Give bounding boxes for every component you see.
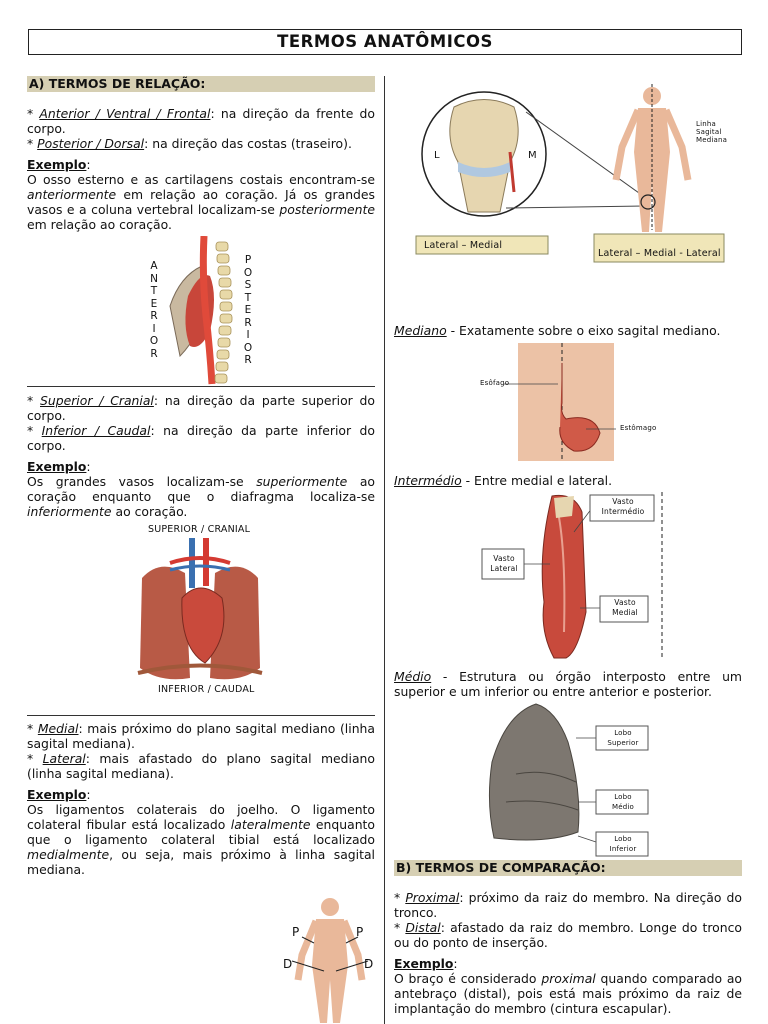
label-l: L bbox=[434, 150, 440, 161]
spine-heart-figure bbox=[140, 236, 260, 386]
spine-heart-illustration bbox=[140, 236, 260, 386]
example-label: Exemplo bbox=[27, 787, 87, 802]
term-anterior: Anterior / Ventral / Frontal bbox=[39, 106, 211, 121]
term-lateral: Lateral bbox=[42, 751, 86, 766]
fig-superior-label: SUPERIOR / CRANIAL bbox=[148, 524, 251, 535]
block-medial-lateral: * Medial: mais próximo do plano sagital mediano (linha sagital mediana). * Lateral: mais afastado do plano sagital mediano (linha sagital mediana). Exemplo: Os ligamentos colaterais do joelho. O ligamento colateral fibular está localizado lateralmente enquanto que o ligamento colateral tibial está localizado medialmente, ou seja, mais próximo à linha sagital mediana. bbox=[27, 721, 375, 877]
thorax-illustration bbox=[130, 538, 270, 688]
label-p-left: P bbox=[292, 925, 300, 939]
block-proximal-distal: * Proximal: próximo da raiz do membro. Na direção do tronco. * Distal: afastado da raiz do membro. Longe do tronco ou do ponto de inserção. Exemplo: O braço é considerado proximal quando comparado ao antebraço (distal), pois está mais próximo da raiz de implantação do membro (cintura escapular). bbox=[394, 890, 743, 1016]
term-inferior: Inferior / Caudal bbox=[41, 423, 151, 438]
example-label: Exemplo bbox=[27, 157, 87, 172]
label-vasto-medial: Vasto Medial bbox=[612, 598, 638, 617]
posterior-letters: P O S T E R I O R bbox=[243, 254, 253, 366]
separator-rule bbox=[27, 386, 375, 387]
torso-illustration bbox=[474, 343, 656, 461]
label-estomago: Estômago bbox=[620, 424, 657, 432]
block-anterior-posterior: * Anterior / Ventral / Frontal: na direção da frente do corpo. * Posterior / Dorsal: na direção das costas (traseiro). Exemplo: O osso esterno e as cartilagens costais encontram-se anteriormente em relação ao coração. Já os grandes vasos e a coluna vertebral localizam-se posteriormente em relação ao coração. bbox=[27, 106, 375, 232]
separator-rule bbox=[27, 715, 375, 716]
column-divider bbox=[384, 76, 385, 1024]
lung-figure bbox=[486, 702, 658, 858]
box-lateral-medial-lateral: Lateral – Medial - Lateral bbox=[598, 248, 721, 259]
torso-stomach-figure bbox=[474, 343, 656, 461]
medio-definition: Médio - Estrutura ou órgão interposto entre um superior e um inferior ou entre anterior e posterior. bbox=[394, 669, 742, 699]
term-medio: Médio bbox=[394, 669, 432, 684]
box-lateral-medial: Lateral – Medial bbox=[424, 240, 503, 251]
section-b-heading: B) TERMOS DE COMPARAÇÃO: bbox=[394, 860, 742, 876]
knee-midline-figure bbox=[414, 82, 726, 264]
anterior-letters: A N T E R I O R bbox=[149, 260, 159, 360]
body-proximal-distal-figure bbox=[280, 895, 380, 1024]
label-vasto-lateral: Vasto Lateral bbox=[490, 554, 518, 573]
label-esofago: Esôfago bbox=[480, 379, 510, 387]
label-m: M bbox=[528, 150, 537, 161]
term-medial: Medial bbox=[37, 721, 79, 736]
term-intermedio: Intermédio bbox=[394, 473, 462, 488]
term-posterior: Posterior / Dorsal bbox=[37, 136, 145, 151]
term-proximal: Proximal bbox=[405, 890, 460, 905]
term-distal: Distal bbox=[405, 920, 441, 935]
knee-illustration bbox=[414, 82, 726, 264]
example-label: Exemplo bbox=[27, 459, 87, 474]
label-lobo-medio: Lobo Médio bbox=[611, 793, 635, 811]
mediano-definition: Mediano - Exatamente sobre o eixo sagital mediano. bbox=[394, 323, 721, 338]
page-title: TERMOS ANATÔMICOS bbox=[28, 29, 742, 55]
section-a-heading: A) TERMOS DE RELAÇÃO: bbox=[27, 76, 375, 92]
label-d-left: D bbox=[283, 957, 293, 971]
thorax-figure bbox=[130, 524, 270, 699]
example-label: Exemplo bbox=[394, 956, 454, 971]
linha-sagital-label: Linha Sagital Mediana bbox=[696, 120, 728, 144]
block-superior-inferior: * Superior / Cranial: na direção da parte superior do corpo. * Inferior / Caudal: na direção da parte inferior do corpo. Exemplo: Os grandes vasos localizam-se superiormente ao coração enquanto que o diafragma localiza-se inferiormente ao coração. bbox=[27, 393, 375, 519]
fig-inferior-label: INFERIOR / CAUDAL bbox=[158, 684, 255, 695]
thigh-muscles-figure bbox=[478, 492, 664, 660]
label-d-right: D bbox=[364, 957, 374, 971]
thigh-illustration bbox=[478, 492, 664, 660]
label-vasto-intermedio: Vasto Intermédio bbox=[601, 497, 645, 516]
label-lobo-inferior: Lobo Inferior bbox=[609, 835, 637, 853]
term-mediano: Mediano bbox=[394, 323, 447, 338]
term-superior: Superior / Cranial bbox=[40, 393, 154, 408]
intermedio-definition: Intermédio - Entre medial e lateral. bbox=[394, 473, 613, 488]
label-p-right: P bbox=[356, 925, 364, 939]
label-lobo-superior: Lobo Superior bbox=[607, 729, 639, 747]
